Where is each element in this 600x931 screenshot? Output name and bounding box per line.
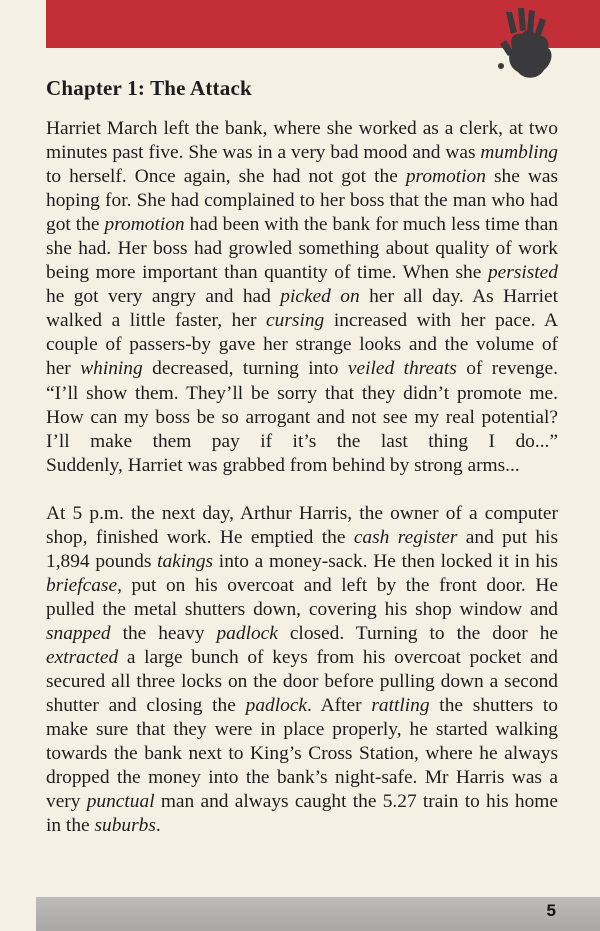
handprint-icon (492, 8, 562, 84)
paragraph-quote: “I’ll show them. They’ll be sorry that they didn’t promote me. How can my boss be so arrogant and not see my real potential? I’ll make them pay if it’s the last thing I do...” (46, 382, 558, 452)
paragraph-harriet: Harriet March left the bank, where she worked as a clerk, at two minutes past five. She was in a very bad mood and was mumbling to herself. Once again, she had not got the promotion she was hoping for. She had complained to her boss that the man who had got the promotion had been with the bank for much less time than she had. Her boss had growled something about quality of work being more important than quantity of time. When she persisted he got very angry and had picked on her all day. As Harriet walked a little faster, her cursing increased with her pace. A couple of passers-by gave her strange looks and the volume of her whining decreased, turning into veiled threats of revenge. (46, 118, 559, 380)
paragraph-grabbed: Suddenly, Harriet was grabbed from behind by strong arms... (46, 454, 520, 476)
footer-band (36, 897, 600, 931)
paragraph-arthur: At 5 p.m. the next day, Arthur Harris, the owner of a computer shop, finished work. He emptied the cash register and put his 1,894 pounds takings into a money-sack. He then locked it in his briefcase, put on his overcoat and left by the front door. He pulled the metal shutters down, covering his shop window and snapped the heavy padlock closed. Turning to the door he extracted a large bunch of keys from his overcoat pocket and secured all three locks on the door before pulling down a second shutter and closing the padlock. After rattling the shutters to make sure that they were in place properly, he started walking towards the bank next to King’s Cross Station, where he always dropped the money into the bank’s night-safe. Mr Harris was a very punctual man and always caught the 5.27 train to his home in the suburbs. (46, 502, 559, 837)
chapter-text (46, 117, 558, 838)
chapter-title: Chapter 1: The Attack (46, 76, 252, 100)
page-number: 5 (546, 901, 556, 920)
